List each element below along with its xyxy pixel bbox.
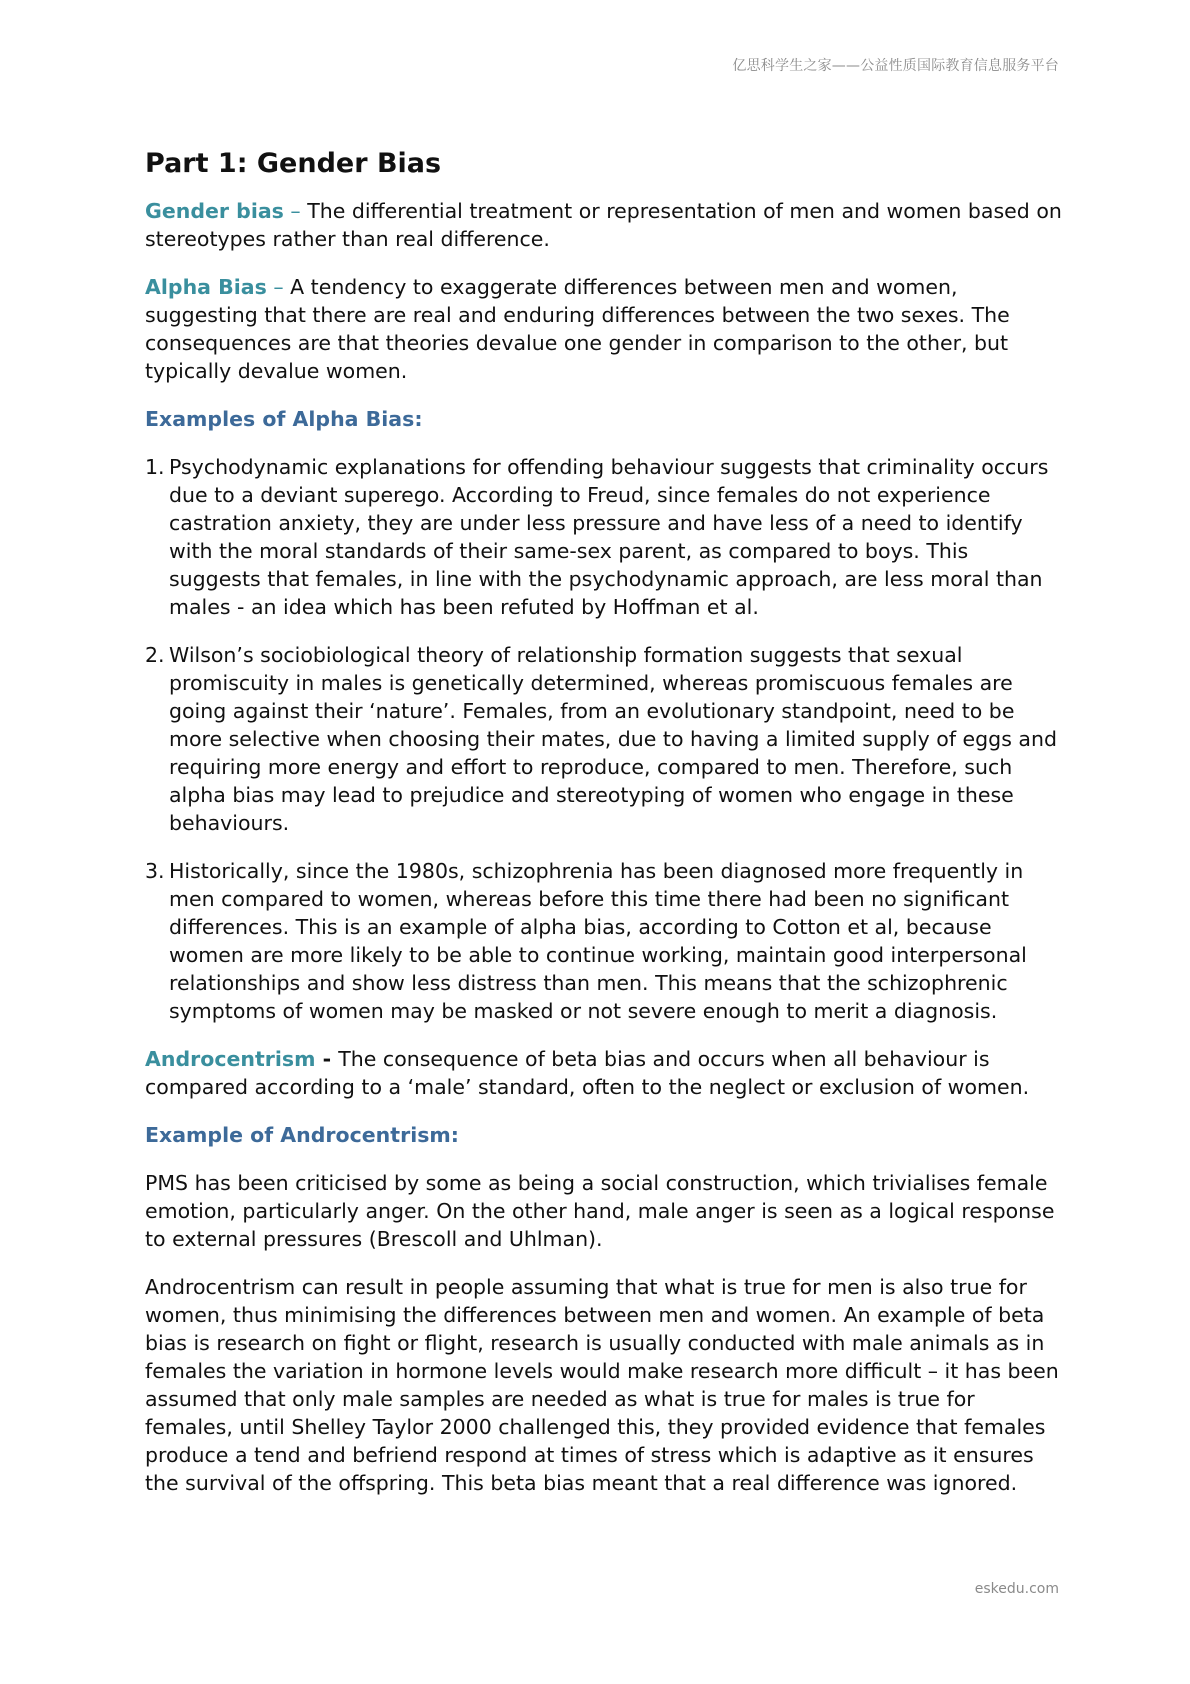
- definition-alpha-bias: [145, 273, 1063, 385]
- list-item-text: Historically, since the 1980s, schizophrenia has been diagnosed more frequently in men compared to women, whereas before this time there had been no significant differences. This is an example of alpha bias, according to Cotton et al, because women are more likely to be able to continue working, maintain good interpersonal relationships and show less distress than men. This means that the schizophrenic symptoms of women may be masked or not severe enough to merit a diagnosis.: [169, 859, 1027, 1023]
- androcentrism-example-heading: Example of Androcentrism:: [145, 1123, 459, 1147]
- alpha-examples-list: [145, 453, 1063, 1025]
- list-item-number: 3.: [145, 859, 165, 883]
- definition-dash: -: [315, 1047, 339, 1071]
- definition-gender-bias: [145, 197, 1063, 253]
- page-header: 亿思科学生之家——公益性质国际教育信息服务平台: [732, 58, 1059, 74]
- page-footer: eskedu.com: [974, 1581, 1059, 1597]
- definition-text: A tendency to exaggerate differences between men and women, suggesting that there are real and enduring differences between the two sexes. The consequences are that theories devalue one gender in comparison to the other, but typically devalue women.: [145, 275, 1010, 383]
- list-item-number: 2.: [145, 643, 165, 667]
- definition-text: The differential treatment or representation of men and women based on stereotypes rather than real difference.: [145, 199, 1062, 251]
- term-alpha-bias: Alpha Bias: [145, 275, 267, 299]
- definition-androcentrism: [145, 1045, 1063, 1101]
- term-gender-bias: Gender bias: [145, 199, 284, 223]
- definition-dash: –: [266, 275, 291, 299]
- term-androcentrism: Androcentrism: [145, 1047, 316, 1071]
- paragraph: Androcentrism can result in people assuming that what is true for men is also true for women, thus minimising the differences between men and women. An example of beta bias is research on fight or flight, research is usually conducted with male animals as in females the variation in hormone levels would make research more difficult – it has been assumed that only male samples are needed as what is true for males is true for females, until Shelley Taylor 2000 challenged this, they provided evidence that females produce a tend and befriend respond at times of stress which is adaptive as it ensures the survival of the offspring. This beta bias meant that a real difference was ignored.: [145, 1275, 1059, 1495]
- list-item: [145, 641, 1063, 837]
- list-item-text: Wilson’s sociobiological theory of relationship formation suggests that sexual promiscuity in males is genetically determined, whereas promiscuous females are going against their ‘nature’. Females, from an evolutionary standpoint, need to be more selective when choosing their mates, due to having a limited supply of eggs and requiring more energy and effort to reproduce, compared to men. Therefore, such alpha bias may lead to prejudice and stereotyping of women who engage in these behaviours.: [169, 643, 1057, 835]
- definition-text: The consequence of beta bias and occurs when all behaviour is compared according to a ‘male’ standard, often to the neglect or exclusion of women.: [145, 1047, 1030, 1099]
- definition-dash: –: [283, 199, 308, 223]
- list-item-text: Psychodynamic explanations for offending behaviour suggests that criminality occurs due to a deviant superego. According to Freud, since females do not experience castration anxiety, they are under less pressure and have less of a need to identify with the moral standards of their same-sex parent, as compared to boys. This suggests that females, in line with the psychodynamic approach, are less moral than males - an idea which has been refuted by Hoffman et al.: [169, 455, 1049, 619]
- list-item: [145, 857, 1063, 1025]
- page-title: Part 1: Gender Bias: [145, 148, 442, 179]
- list-item-number: 1.: [145, 455, 165, 479]
- alpha-examples-heading: Examples of Alpha Bias:: [145, 407, 423, 431]
- paragraph: PMS has been criticised by some as being a social construction, which trivialises female emotion, particularly anger. On the other hand, male anger is seen as a logical response to external pressures (Brescoll and Uhlman).: [145, 1171, 1055, 1251]
- list-item: [145, 453, 1063, 621]
- document-body: [145, 147, 1063, 1517]
